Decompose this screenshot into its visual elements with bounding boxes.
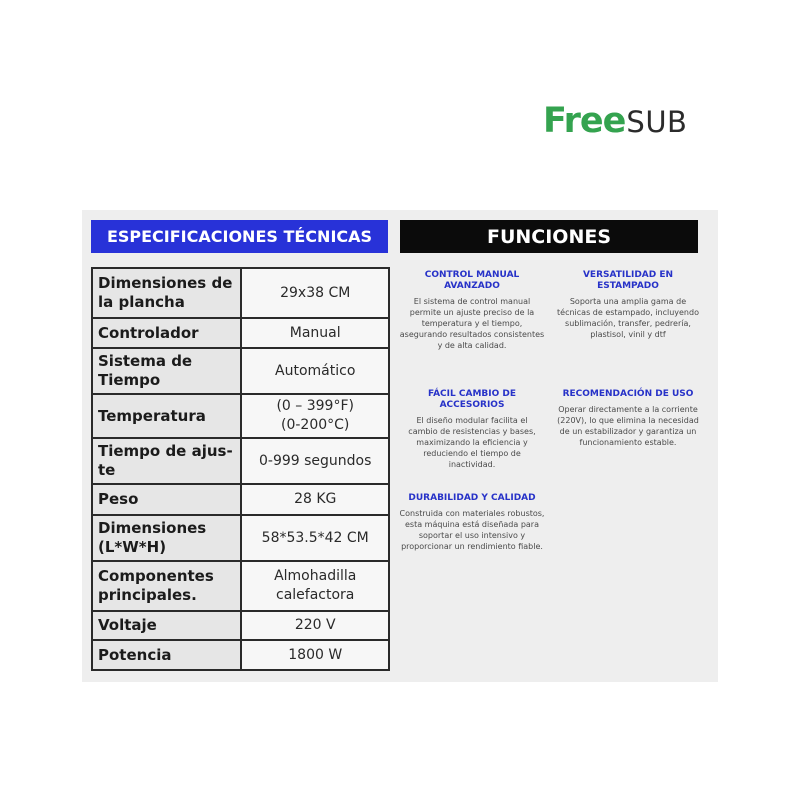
table-row — [92, 394, 389, 438]
function-description: Construida con materiales robustos, esta máquina está diseñada para soportar el uso intensivo y proporcionar un rendimiento fiable. — [399, 509, 545, 551]
function-title: FÁCIL CAMBIO DE ACCESORIOS — [427, 389, 517, 410]
function-block — [555, 389, 701, 448]
spec-header: ESPECIFICACIONES TÉCNICAS — [91, 220, 388, 253]
spec-label: Controlador — [92, 318, 241, 348]
function-description: El sistema de control manual permite un ajuste preciso de la temperatura y el tiempo, asegurando resultados consistentes y de alta calidad. — [399, 297, 545, 350]
spec-label: Temperatura — [92, 394, 241, 438]
spec-label: Dimensiones (L*W*H) — [92, 515, 241, 561]
spec-value: Automático — [241, 348, 389, 394]
spec-label: Componentes principales. — [92, 561, 241, 611]
spec-value: 220 V — [241, 611, 389, 640]
spec-value: 1800 W — [241, 640, 389, 670]
function-title: RECOMENDACIÓN DE USO — [562, 389, 694, 399]
table-row — [92, 611, 389, 640]
spec-value: 28 KG — [241, 484, 389, 515]
function-block — [556, 270, 700, 340]
table-row — [92, 561, 389, 611]
spec-label: Sistema de Tiempo — [92, 348, 241, 394]
spec-value: 0-999 segundos — [241, 438, 389, 484]
function-title: VERSATILIDAD EN ESTAMPADO — [582, 270, 674, 291]
function-description: Operar directamente a la corriente (220V), lo que elimina la necesidad de un estabilizador y garantiza un funcionamiento estable. — [557, 405, 699, 447]
spec-value: (0 – 399°F) (0-200°C) — [241, 394, 389, 438]
spec-value: 29x38 CM — [241, 268, 389, 318]
function-block — [402, 389, 542, 470]
table-row — [92, 318, 389, 348]
table-row — [92, 640, 389, 670]
spec-label: Tiempo de ajus-te — [92, 438, 241, 484]
spec-value: Manual — [241, 318, 389, 348]
function-title: DURABILIDAD Y CALIDAD — [408, 493, 536, 503]
brand-logo — [543, 101, 687, 141]
table-row — [92, 438, 389, 484]
function-block — [398, 493, 546, 552]
table-row — [92, 484, 389, 515]
spec-label: Dimensiones de la plancha — [92, 268, 241, 318]
function-description: El diseño modular facilita el cambio de resistencias y bases, maximizando la eficiencia y reduciendo el tiempo de inactividad. — [408, 416, 536, 469]
function-description: Soporta una amplia gama de técnicas de estampado, incluyendo sublimación, transfer, pedrería, plastisol, vinil y dtf — [557, 297, 699, 339]
brand-logo-sub: SUB — [626, 105, 688, 139]
functions-header: FUNCIONES — [400, 220, 698, 253]
table-row — [92, 515, 389, 561]
function-title: CONTROL MANUAL AVANZADO — [424, 270, 520, 291]
table-row — [92, 268, 389, 318]
table-row — [92, 348, 389, 394]
spec-label: Peso — [92, 484, 241, 515]
brand-logo-free: Free — [543, 101, 626, 141]
spec-value: Almohadilla calefactora — [241, 561, 389, 611]
spec-label: Voltaje — [92, 611, 241, 640]
function-block — [398, 270, 546, 351]
spec-table — [91, 267, 390, 671]
spec-value: 58*53.5*42 CM — [241, 515, 389, 561]
spec-label: Potencia — [92, 640, 241, 670]
